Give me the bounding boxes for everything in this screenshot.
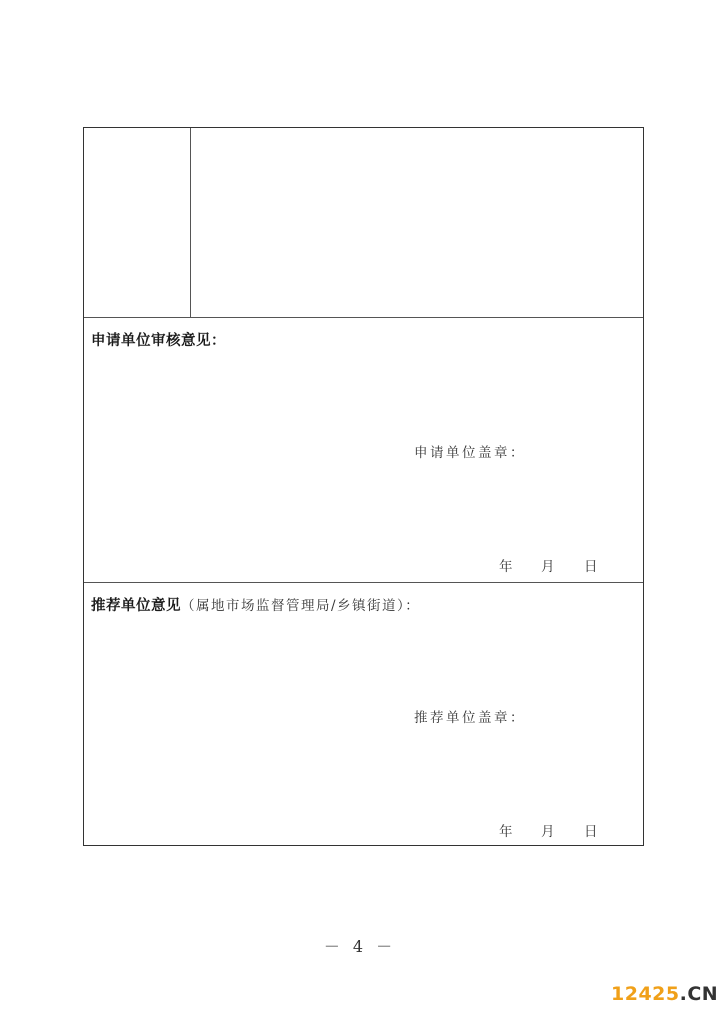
recommender-date-month: 月	[541, 824, 555, 840]
applicant-date-month: 月	[541, 559, 555, 575]
recommender-review-heading-text: 推荐单位意见	[91, 598, 181, 614]
recommender-seal-label: 推荐单位盖章：	[414, 710, 526, 726]
site-watermark	[611, 983, 718, 1005]
applicant-review-heading-text: 申请单位审核意见：	[91, 333, 226, 349]
form-top-row	[84, 128, 643, 318]
applicant-review-heading	[91, 329, 226, 350]
watermark-number: 12425	[611, 983, 680, 1005]
applicant-date-year: 年	[499, 559, 513, 575]
blank-label-cell	[84, 128, 191, 317]
recommender-date-day: 日	[584, 824, 598, 840]
blank-content-cell	[191, 128, 643, 317]
recommender-review-heading	[91, 594, 420, 615]
recommender-review-heading-note: （属地市场监督管理局/乡镇街道）：	[181, 598, 421, 614]
applicant-review-section	[84, 318, 643, 583]
applicant-date-day: 日	[584, 559, 598, 575]
form-table	[83, 127, 644, 846]
recommender-review-section	[84, 583, 643, 845]
recommender-date-year: 年	[499, 824, 513, 840]
page-number: － 4 －	[323, 937, 397, 956]
watermark-tld: .CN	[679, 983, 719, 1005]
applicant-seal-label: 申请单位盖章：	[414, 445, 526, 461]
